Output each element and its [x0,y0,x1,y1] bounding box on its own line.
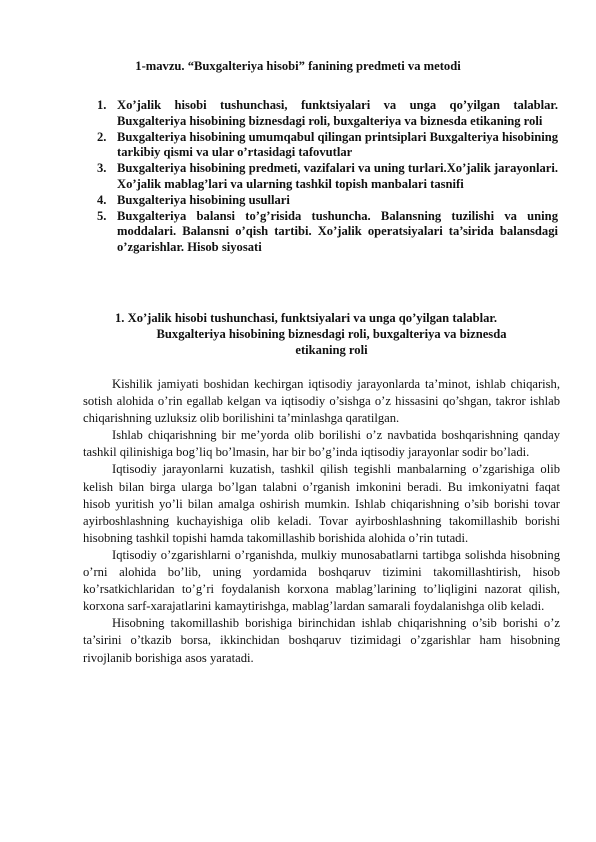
topic-number: 4. [97,192,107,207]
topic-item [97,193,558,209]
paragraph: Ishlab chiqarishning bir me’yorda olib borilishi o’z navbatida boshqarishning qanday tashkil qilinishiga bog’liq bo’lmasin, har bir bo’g’inda iqtisodiy jarayonlar sodir bo’ladi. [83,428,560,460]
page-title: 1-mavzu. “Buxgalteriya hisobi” fanining predmeti va metodi [135,59,461,73]
topic-item [97,130,558,162]
section-heading [115,311,560,358]
topic-text: Buxgalteriya hisobining umumqabul qilingan printsiplari Buxgalteriya hisobining tarkibiy qismi va ular o’rtasidagi tafovutlar [117,129,558,160]
paragraph: Hisobning takomillashib borishiga birinchidan ishlab chiqarishning o’sib borishi o’z ta’sirini o’tkazib borsa, ikkinchidan boshqaruv tizimidagi o’zgarishlar ham hisobning rivojlanib borishiga asos yaratadi. [83,616,560,665]
topic-text: Xo’jalik hisobi tushunchasi, funktsiyalari va unga qo’yilgan talablar. Buxgalteriya hisobining biznesdagi roli, buxgalteriya va biznesda etikaning roli [117,98,558,128]
topic-number: 3. [97,161,107,176]
section-heading-line: etikaning roli [295,342,368,357]
body-text [83,376,560,667]
section-heading-line: Buxgalteriya hisobining biznesdagi roli, buxgalteriya va biznesda [156,326,507,341]
section-heading-line: 1. Xo’jalik hisobi tushunchasi, funktsiyalari va unga qo’yilgan talablar. [115,311,497,325]
paragraph: Iqtisodiy o’zgarishlarni o’rganishda, mulkiy munosabatlarni tartibga solishda hisobning o’rni alohida bo’lib, uning yordamida boshqaruv tizimini takomillashtirish, hisob ko’rsatkichlaridan to’g’ri foydalanish korxona mablag’larining to’liqligini nazorat qilish, korxona sarf-xarajatlarini kamaytirishga, mablag’lardan samarali foydalanishga olib keladi. [83,547,560,614]
topic-item [97,209,558,256]
topic-text: Buxgalteriya hisobining usullari [117,192,290,207]
topic-list [97,98,558,256]
paragraph: Iqtisodiy jarayonlarni kuzatish, tashkil qilish tegishli manbalarning o’zgarishiga olib kelish bilan birga ularga bo’lgan talabni o’rganish imkonini beradi. Bu imkoniyatni faqat hisob yuritish yo’li bilan amalga oshirish mumkin. Ishlab chiqarishning o’sib borishi tovar ayirboshlashning kuchayishiga olib keladi. Tovar ayirboshlashning takomillashib borishi hisobning tashkil topishi hamda takomillashib borishida alohida o’rin tutadi. [83,462,560,545]
topic-text: Buxgalteriya hisobining predmeti, vazifalari va uning turlari.Xo’jalik jarayonlari. Xo’jalik mablag’lari va ularning tashkil topish manbalari tasnifi [117,161,558,191]
topic-number: 1. [97,98,107,112]
topic-item [97,161,558,193]
topic-text: Buxgalteriya balansi to’g’risida tushuncha. Balansning tuzilishi va uning moddalari. Balansni o’qish tartibi. Xo’jalik operatsiyalari ta’sirida balansdagi o’zgarishlar. Hisob siyosati [117,208,558,255]
paragraph: Kishilik jamiyati boshidan kechirgan iqtisodiy jarayonlarda ta’minot, ishlab chiqarish, sotish alohida o’rin egallab kelgan va iqtisodiy o’sishga o’z hissasini qo’shgan, takror ishlab chiqarishning uzluksiz olib borilishini ta’minlashga qaratilgan. [83,377,560,426]
topic-item [97,98,558,130]
topic-number: 2. [97,129,107,144]
topic-number: 5. [97,208,107,223]
